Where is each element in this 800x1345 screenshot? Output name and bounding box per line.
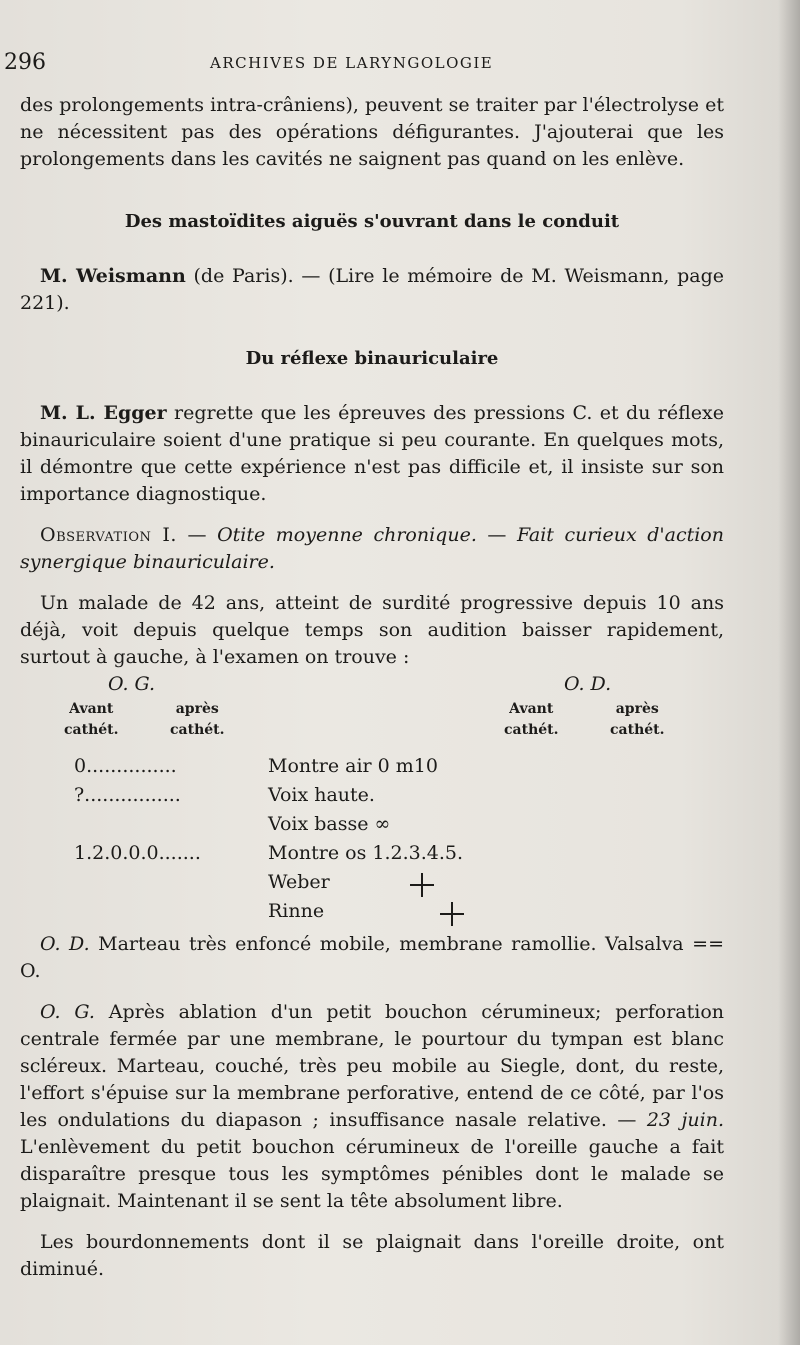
table-row-label: Montre air 0 m10 — [268, 755, 438, 777]
column-header-line: cathét. — [64, 722, 119, 738]
og-text-continued: L'enlèvement du petit bouchon cérumineux de l'oreille gauche a fait disparaître presque tous les symptômes pénibles dont le malade se plaignait. Maintenant il se sent la tête absolument libre. — [20, 1136, 724, 1212]
plus-sign-icon — [440, 902, 464, 926]
column-header-line: après — [175, 701, 219, 717]
plus-sign-icon — [410, 873, 434, 897]
observation-title: Otite moyenne chronique. — [217, 524, 477, 546]
table-row-label: Voix basse ∞ — [268, 813, 391, 835]
case-paragraph: Un malade de 42 ans, atteint de surdité progressive depuis 10 ans déjà, voit depuis quelque temps son audition baisser rapidement, surtout à gauche, à l'examen on trouve : — [20, 592, 724, 668]
table-cell-left: 0............... — [74, 755, 177, 777]
observation-subtitle: Fait curieux d'action synergique binauriculaire. — [20, 524, 724, 573]
left-ear-label: O. G. — [108, 673, 156, 695]
column-header-before-left — [64, 699, 119, 741]
column-header-line: cathét. — [504, 722, 559, 738]
column-header-line: cathét. — [170, 722, 225, 738]
table-row-label: Voix haute. — [268, 784, 375, 806]
section-heading-reflexe: Du réflexe binauriculaire — [245, 348, 499, 369]
og-text: Après ablation d'un petit bouchon cérumineux; perforation centrale fermée par une membrane, le pourtour du tympan est blanc scléreux. Marteau, couché, très peu mobile au Siegle, dont, du reste, l'effort s'épuise sur la membrane perforative, entend de ce côté, par l'os les ondulations du diapason ; insuffisance nasale relative. — — [20, 1001, 724, 1131]
column-header-before-right — [504, 699, 559, 741]
column-header-after-left — [170, 699, 225, 741]
weismann-paragraph — [20, 263, 724, 317]
exam-table — [20, 671, 724, 931]
column-header-line: Avant — [69, 701, 114, 717]
final-paragraph: Les bourdonnements dont il se plaignait dans l'oreille droite, ont diminué. — [20, 1231, 724, 1280]
intro-paragraph: des prolongements intra-crâniens), peuvent se traiter par l'électrolyse et ne nécessitent pas des opérations défigurantes. J'ajouterai que les prolongements dans les cavités ne saignent pas quand on les enlève. — [20, 94, 724, 170]
od-paragraph — [20, 931, 724, 985]
observation-heading — [20, 522, 724, 576]
og-paragraph — [20, 999, 724, 1215]
column-header-line: après — [615, 701, 659, 717]
column-header-line: Avant — [509, 701, 554, 717]
table-row-label: Montre os 1.2.3.4.5. — [268, 842, 464, 864]
date-text: 23 juin. — [646, 1109, 724, 1131]
page-number: 296 — [4, 50, 46, 75]
paragraph-lead: O. D. — [40, 933, 90, 955]
journal-title: ARCHIVES DE LARYNGOLOGIE — [210, 54, 494, 72]
section-heading-mastoidites: Des mastoïdites aiguës s'ouvrant dans le conduit — [124, 211, 620, 232]
column-header-line: cathét. — [610, 722, 665, 738]
table-row-label: Weber — [268, 871, 330, 893]
body-text — [20, 92, 724, 1283]
table-row-label: Rinne — [268, 900, 325, 922]
author-name: M. L. Egger — [40, 402, 167, 424]
od-text: Marteau très enfoncé mobile, membrane ramollie. Valsalva == O. — [20, 933, 724, 982]
observation-label: Observation I. — [40, 524, 177, 546]
dash: — — [476, 524, 517, 546]
egger-text: regrette que les épreuves des pressions C. et du réflexe binauriculaire soient d'une pratique si peu courante. En quelques mots, il démontre que cette expérience n'est pas difficile et, il insiste sur son importance diagnostique. — [20, 402, 724, 505]
dash: — — [176, 524, 218, 546]
running-header — [4, 50, 784, 80]
table-cell-left: 1.2.0.0.0....... — [74, 842, 201, 864]
author-name: M. Weismann — [40, 265, 186, 287]
paragraph-lead: O. G. — [40, 1001, 95, 1023]
right-ear-label: O. D. — [564, 673, 612, 695]
egger-paragraph — [20, 400, 724, 508]
table-cell-left: ?................ — [74, 784, 181, 806]
column-header-after-right — [610, 699, 665, 741]
weismann-text: (de Paris). — (Lire le mémoire de M. Weismann, page 221). — [20, 265, 724, 314]
